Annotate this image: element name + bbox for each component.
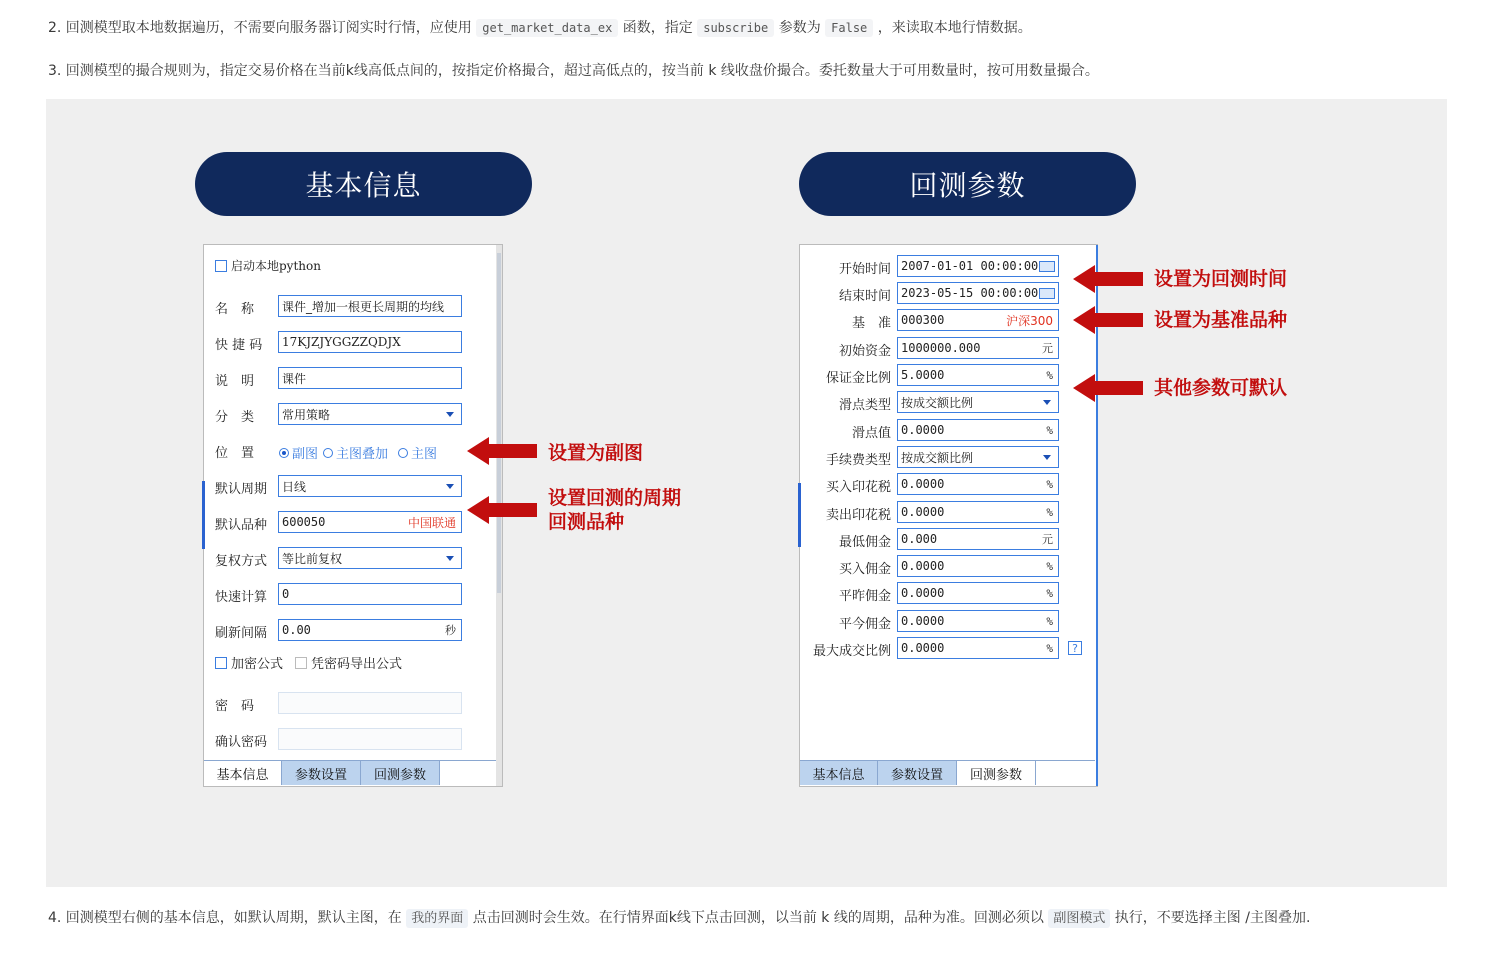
paragraph-4: [48, 907, 1310, 927]
radio-main-overlay[interactable]: [323, 448, 333, 458]
chevron-down-icon: [1043, 400, 1051, 405]
annotation-subchart: 设置为副图: [548, 442, 644, 464]
end-field[interactable]: [897, 282, 1059, 304]
password-field[interactable]: [278, 692, 462, 714]
min-comm-value: 0.000: [901, 532, 938, 546]
slip-label: 滑点值: [851, 426, 891, 441]
shortcut-value: 17KJZJYGGZZQDJX: [282, 335, 401, 349]
margin-value: 5.0000: [901, 368, 945, 382]
launch-python-checkbox[interactable]: [215, 260, 227, 272]
desc-field[interactable]: [278, 367, 462, 389]
right-tabbar: [800, 760, 1095, 786]
min-comm-label: 最低佣金: [838, 535, 891, 550]
fastcalc-value: 0: [282, 587, 290, 601]
percent-unit: %: [1046, 559, 1053, 573]
slip-value: 0.0000: [901, 423, 945, 437]
max-fill-value: 0.0000: [901, 641, 945, 655]
calendar-icon[interactable]: [1039, 288, 1055, 299]
refresh-unit: 秒: [445, 624, 456, 637]
password-label: 密 码: [215, 699, 255, 714]
benchmark-field[interactable]: [897, 309, 1059, 331]
p2-text-d: ，来读取本地行情数据。: [877, 20, 1032, 36]
percent-unit: %: [1046, 423, 1053, 437]
end-value: 2023-05-15 00:00:00: [901, 286, 1039, 300]
margin-field[interactable]: [897, 364, 1059, 386]
min-comm-unit: 元: [1042, 533, 1053, 546]
benchmark-name: 沪深300: [1006, 313, 1053, 328]
percent-unit: %: [1046, 586, 1053, 600]
percent-unit: %: [1046, 505, 1053, 519]
desc-label: 说 明: [215, 374, 255, 389]
name-field[interactable]: [278, 295, 462, 317]
p4-text-a: 4. 回测模型右侧的基本信息，如默认周期，默认主图，在: [48, 910, 402, 926]
p2-text-c: 参数为: [778, 20, 821, 36]
end-label: 结束时间: [838, 289, 891, 304]
symbol-field[interactable]: [278, 511, 462, 533]
p4-text-c: 执行，不要选择主图 /主图叠加.: [1114, 910, 1311, 926]
p2-text-a: 2. 回测模型取本地数据遍历，不需要向服务器订阅实时行情，应使用: [48, 20, 472, 36]
benchmark-code: 000300: [901, 313, 945, 327]
encrypt-row: [215, 653, 402, 672]
calendar-icon[interactable]: [1039, 261, 1055, 272]
start-value: 2007-01-01 00:00:00: [901, 259, 1039, 273]
start-label: 开始时间: [838, 262, 891, 277]
name-value: 课件_增加一根更长周期的均线: [282, 299, 445, 314]
export-label: 凭密码导出公式: [311, 657, 403, 672]
fee-type-select[interactable]: [897, 446, 1059, 468]
symbol-label: 默认品种: [215, 518, 268, 533]
tab-param-settings[interactable]: 参数设置: [878, 761, 957, 785]
arrow-left-icon: [1073, 374, 1143, 402]
sell-stamp-label: 卖出印花税: [825, 508, 891, 523]
min-comm-field[interactable]: [897, 528, 1059, 550]
position-radio-group: [279, 443, 437, 462]
password-confirm-label: 确认密码: [215, 735, 268, 750]
radio-main-label: 主图: [411, 447, 438, 462]
fastcalc-label: 快速计算: [215, 590, 268, 605]
right-accent-bar: [798, 483, 801, 547]
left-accent-bar: [202, 481, 205, 549]
tab-backtest-params[interactable]: 回测参数: [361, 761, 440, 785]
percent-unit: %: [1046, 614, 1053, 628]
paragraph-3: 3. 回测模型的撮合规则为，指定交易价格在当前k线高低点间的，按指定价格撮合，超过高低点的，按当前 k 线收盘价撮合。委托数量大于可用数量时，按可用数量撮合。: [48, 63, 1099, 79]
figure: [46, 99, 1447, 887]
percent-unit: %: [1046, 477, 1053, 491]
fee-type-value: 按成交额比例: [901, 450, 974, 465]
sell-stamp-field[interactable]: [897, 501, 1059, 523]
rights-select[interactable]: [278, 547, 462, 569]
benchmark-label: 基 准: [851, 316, 891, 331]
close-today-field[interactable]: [897, 610, 1059, 632]
radio-main[interactable]: [398, 448, 408, 458]
capital-field[interactable]: [897, 337, 1059, 359]
scrollbar-thumb[interactable]: [497, 253, 501, 593]
shortcut-label: 快 捷 码: [215, 338, 263, 353]
buy-comm-value: 0.0000: [901, 559, 945, 573]
slip-type-label: 滑点类型: [838, 398, 891, 413]
launch-python-row[interactable]: [215, 257, 321, 274]
margin-label: 保证金比例: [825, 371, 891, 386]
left-tabbar: [204, 760, 496, 786]
refresh-value: 0.00: [282, 623, 311, 637]
period-select[interactable]: [278, 475, 462, 497]
encrypt-checkbox[interactable]: [215, 657, 227, 669]
annotation-period-line1: 设置回测的周期: [548, 487, 682, 509]
refresh-label: 刷新间隔: [215, 626, 268, 641]
slip-type-select[interactable]: [897, 391, 1059, 413]
sell-stamp-value: 0.0000: [901, 505, 945, 519]
close-today-label: 平今佣金: [838, 617, 891, 632]
max-fill-field[interactable]: [897, 637, 1059, 659]
desc-value: 课件: [282, 371, 307, 386]
fee-type-label: 手续费类型: [825, 453, 891, 468]
p2-text-b: 函数，指定: [622, 20, 693, 36]
shortcut-field[interactable]: [278, 331, 462, 353]
capital-value: 1000000.000: [901, 341, 981, 355]
name-label: 名 称: [215, 302, 255, 317]
annotation-backtest-time: 设置为回测时间: [1154, 268, 1288, 290]
buy-comm-label: 买入佣金: [838, 562, 891, 577]
launch-python-label: 启动本地python: [231, 259, 321, 273]
close-yest-label: 平昨佣金: [838, 589, 891, 604]
position-label: 位 置: [215, 446, 255, 461]
chevron-down-icon: [1043, 455, 1051, 460]
encrypt-label: 加密公式: [231, 657, 284, 672]
buy-stamp-field[interactable]: [897, 473, 1059, 495]
help-icon[interactable]: ?: [1068, 641, 1082, 655]
slip-field[interactable]: [897, 419, 1059, 441]
code-get-market-data-ex: get_market_data_ex: [476, 19, 618, 37]
chip-subchart-mode: 副图模式: [1048, 909, 1110, 928]
basic-info-pill: 基本信息: [195, 152, 532, 216]
arrow-left-icon: [467, 437, 537, 465]
buy-stamp-value: 0.0000: [901, 477, 945, 491]
chevron-down-icon: [446, 412, 454, 417]
chip-my-interface: 我的界面: [406, 909, 468, 928]
rights-value: 等比前复权: [282, 551, 343, 566]
password-confirm-field[interactable]: [278, 728, 462, 750]
max-fill-label: 最大成交比例: [812, 644, 891, 659]
category-label: 分 类: [215, 410, 255, 425]
close-yest-value: 0.0000: [901, 586, 945, 600]
code-false: False: [825, 19, 873, 37]
backtest-params-panel: [799, 244, 1098, 787]
close-today-value: 0.0000: [901, 614, 945, 628]
tab-param-settings[interactable]: 参数设置: [282, 761, 361, 785]
category-value: 常用策略: [282, 407, 331, 422]
percent-unit: %: [1046, 368, 1053, 382]
annotation-benchmark: 设置为基准品种: [1154, 309, 1288, 331]
basic-info-panel: [203, 244, 503, 787]
tab-basic-info[interactable]: 基本信息: [204, 761, 282, 785]
chevron-down-icon: [446, 484, 454, 489]
code-subscribe: subscribe: [697, 19, 774, 37]
symbol-code: 600050: [282, 515, 326, 529]
radio-main-overlay-label: 主图叠加: [336, 447, 389, 462]
paragraph-2: [48, 17, 1032, 37]
symbol-name: 中国联通: [407, 515, 456, 530]
period-value: 日线: [282, 479, 307, 494]
buy-stamp-label: 买入印花税: [825, 480, 891, 495]
rights-label: 复权方式: [215, 554, 268, 569]
export-checkbox[interactable]: [295, 657, 307, 669]
tab-basic-info[interactable]: 基本信息: [800, 761, 878, 785]
close-yest-field[interactable]: [897, 582, 1059, 604]
backtest-params-pill: 回测参数: [799, 152, 1136, 216]
slip-type-value: 按成交额比例: [901, 395, 974, 410]
capital-label: 初始资金: [838, 344, 891, 359]
category-select[interactable]: [278, 403, 462, 425]
period-label: 默认周期: [215, 482, 268, 497]
annotation-defaults: 其他参数可默认: [1154, 377, 1288, 399]
percent-unit: %: [1046, 641, 1053, 655]
chevron-down-icon: [446, 556, 454, 561]
annotation-period-line2: 回测品种: [548, 511, 625, 533]
arrow-left-icon: [1073, 306, 1143, 334]
buy-comm-field[interactable]: [897, 555, 1059, 577]
fastcalc-field[interactable]: [278, 583, 462, 605]
radio-subchart[interactable]: [279, 448, 289, 458]
arrow-left-icon: [1073, 265, 1143, 293]
p4-text-b: 点击回测时会生效。在行情界面k线下点击回测，以当前 k 线的周期，品种为准。回测必须以: [472, 910, 1044, 926]
arrow-left-icon: [467, 496, 537, 524]
tab-backtest-params[interactable]: 回测参数: [957, 761, 1036, 785]
start-field[interactable]: [897, 255, 1059, 277]
capital-unit: 元: [1042, 342, 1053, 355]
radio-subchart-label: 副图: [292, 447, 319, 462]
refresh-field[interactable]: [278, 619, 462, 641]
